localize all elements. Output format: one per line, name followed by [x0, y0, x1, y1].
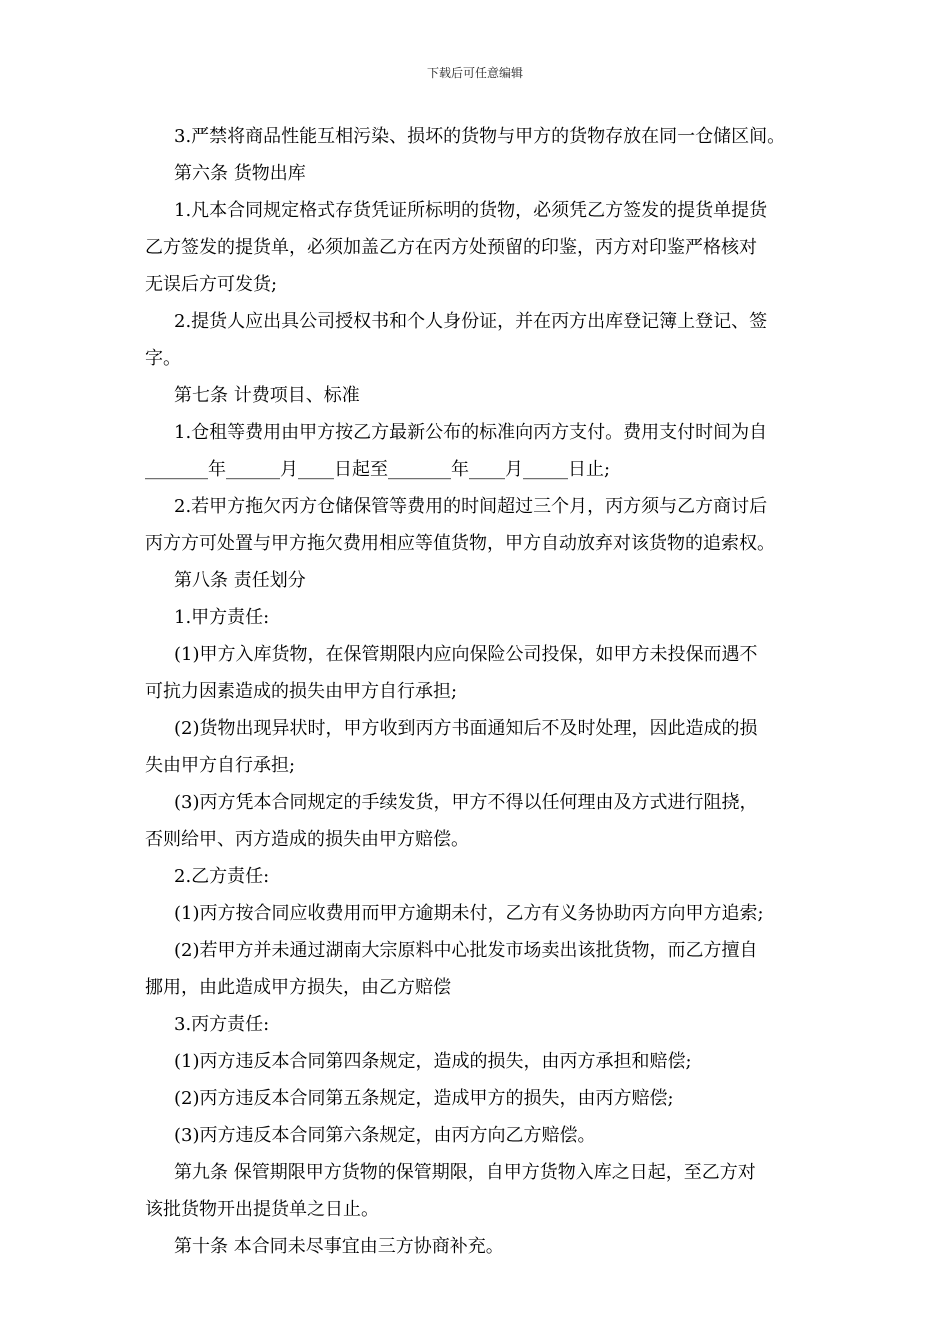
paragraph-line: 第九条 保管期限甲方货物的保管期限，自甲方货物入库之日起，至乙方对 — [174, 1162, 756, 1183]
paragraph-line: 2.乙方责任: — [174, 866, 270, 887]
paragraph-line: 2.提货人应出具公司授权书和个人身份证，并在丙方出库登记簿上登记、签 — [174, 311, 768, 332]
paragraph-line: 第八条 责任划分 — [174, 570, 306, 591]
paragraph-line: 3.严禁将商品性能互相污染、损坏的货物与甲方的货物存放在同一仓储区间。 — [174, 126, 786, 147]
paragraph-line: 第七条 计费项目、标准 — [174, 385, 360, 406]
paragraph-line: 第十条 本合同未尽事宜由三方协商补充。 — [174, 1236, 504, 1257]
paragraph-line: (2)丙方违反本合同第五条规定，造成甲方的损失，由丙方赔偿; — [174, 1088, 674, 1109]
paragraph-line: 该批货物开出提货单之日止。 — [145, 1199, 379, 1220]
paragraph-line: 字。 — [145, 348, 181, 369]
paragraph-line: 挪用，由此造成甲方损失，由乙方赔偿 — [145, 977, 451, 998]
paragraph-line: (1)甲方入库货物，在保管期限内应向保险公司投保，如甲方未投保而遇不 — [174, 644, 758, 665]
paragraph-line: (3)丙方违反本合同第六条规定，由丙方向乙方赔偿。 — [174, 1125, 596, 1146]
paragraph-line: 1.仓租等费用由甲方按乙方最新公布的标准向丙方支付。费用支付时间为自 — [174, 422, 768, 443]
paragraph-line: (1)丙方违反本合同第四条规定，造成的损失，由丙方承担和赔偿; — [174, 1051, 692, 1072]
paragraph-line: (2)货物出现异状时，甲方收到丙方书面通知后不及时处理，因此造成的损 — [174, 718, 758, 739]
paragraph-line: 否则给甲、丙方造成的损失由甲方赔偿。 — [145, 829, 469, 850]
paragraph-line: (2)若甲方并未通过湖南大宗原料中心批发市场卖出该批货物，而乙方擅自 — [174, 940, 758, 961]
paragraph-line: _______年______月____日起至_______年____月_____日止; — [145, 459, 611, 480]
paragraph-line: 3.丙方责任: — [174, 1014, 270, 1035]
page-header: 下载后可任意编辑 — [426, 66, 523, 80]
document-body — [145, 118, 807, 1265]
paragraph-line: 可抗力因素造成的损失由甲方自行承担; — [145, 681, 458, 702]
paragraph-line: 1.凡本合同规定格式存货凭证所标明的货物，必须凭乙方签发的提货单提货 — [174, 200, 768, 221]
paragraph-line: 乙方签发的提货单，必须加盖乙方在丙方处预留的印鉴，丙方对印鉴严格核对 — [145, 237, 757, 258]
paragraph-line: 失由甲方自行承担; — [145, 755, 296, 776]
paragraph-line: (3)丙方凭本合同规定的手续发货，甲方不得以任何理由及方式进行阻挠， — [174, 792, 758, 813]
paragraph-line: 第六条 货物出库 — [174, 163, 306, 184]
paragraph-line: 无误后方可发货; — [145, 274, 278, 295]
paragraph-line: (1)丙方按合同应收费用而甲方逾期未付，乙方有义务协助丙方向甲方追索; — [174, 903, 764, 924]
paragraph-line: 1.甲方责任: — [174, 607, 270, 628]
paragraph-line: 丙方方可处置与甲方拖欠费用相应等值货物，甲方自动放弃对该货物的追索权。 — [145, 533, 775, 554]
paragraph-line: 2.若甲方拖欠丙方仓储保管等费用的时间超过三个月，丙方须与乙方商讨后 — [174, 496, 768, 517]
